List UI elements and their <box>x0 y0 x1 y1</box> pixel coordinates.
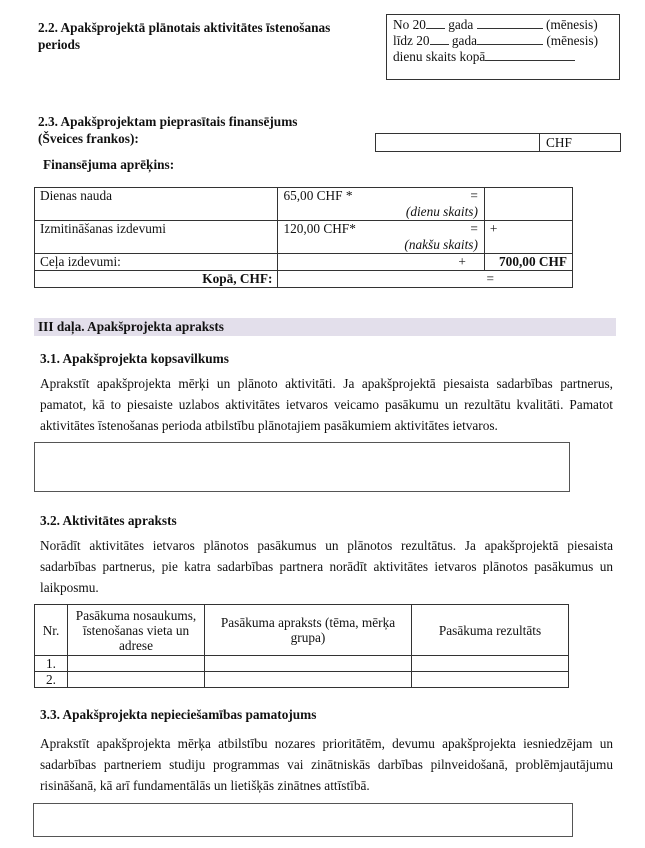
section-2-3-heading-line1: 2.3. Apakšprojektam pieprasītais finansējums <box>38 114 298 129</box>
equals-sign: = <box>470 188 478 203</box>
section-2-3-heading <box>38 113 368 147</box>
to-year-suffix: gada <box>451 33 477 48</box>
requested-amount-input[interactable] <box>376 134 540 151</box>
section-3-1-text: Aprakstīt apakšprojekta mērķi un plānoto aktivitāti. Ja apakšprojektā piesaista sadarbības partnerus, pamatot, kā to piesaiste uzlabos aktivitātes ietvaros veicamo pasākumu un rezultātu kvalitāti. Pamatot aktivitātes īstenošanas perioda atbilstību plānotajiem pasākumiem aktivitātes ietvaros. <box>40 376 613 433</box>
to-month-label: (mēnesis) <box>546 33 599 48</box>
table-row <box>35 672 569 688</box>
section-2-2-heading-line2: periods <box>38 37 81 52</box>
table-row <box>35 188 573 221</box>
col-header-nr: Nr. <box>35 605 68 656</box>
section-3-2-text: Norādīt aktivitātes ietvaros plānotos pasākumus un plānotos rezultātus. Ja apakšprojektā piesaista sadarbības partnerus, pie katra sadarbības partnera norādīt aktivitātes ietvaros plānotos pasākumus un laikposmu. <box>40 538 613 595</box>
to-month-field[interactable] <box>477 33 543 45</box>
row-number: 1. <box>35 656 68 672</box>
section-3-3-text: Aprakstīt apakšprojekta mērķa atbilstību nozares prioritātēm, devumu apakšprojekta iesniedzējam un sadarbības partneriem studiju programmas vai zinātniskās darbības pilnveidošanā, problēmjautājumu risināšanā, kā arī fundamentālās un lietišķās zinātnes attīstībā. <box>40 736 613 793</box>
requested-amount-box <box>375 133 621 152</box>
section-3-1-input[interactable] <box>34 442 570 492</box>
table-row-total <box>35 271 573 288</box>
section-3-1-heading: 3.1. Apakšprojekta kopsavilkums <box>40 351 229 366</box>
cell-result[interactable] <box>412 656 569 672</box>
nights-count-cell[interactable] <box>278 221 484 254</box>
table-header-row <box>35 605 569 656</box>
from-month-field[interactable] <box>477 17 543 29</box>
section-3-2-heading: 3.2. Aktivitātes apraksts <box>40 513 177 528</box>
period-to-row <box>393 33 619 49</box>
part-3-title: III daļa. Apakšprojekta apraksts <box>34 318 616 336</box>
row-result[interactable]: + <box>484 221 572 254</box>
rate: 120,00 CHF* <box>283 221 356 236</box>
col-header-result: Pasākuma rezultāts <box>412 605 569 656</box>
travel-cost-value: 700,00 CHF <box>484 254 572 271</box>
days-total-row <box>393 49 619 65</box>
row-result[interactable] <box>484 188 572 221</box>
days-total-label: dienu skaits kopā <box>393 49 486 64</box>
table-row <box>35 656 569 672</box>
days-total-field[interactable] <box>485 49 575 61</box>
days-count-cell[interactable] <box>278 188 484 221</box>
unit-hint: (nakšu skaits) <box>404 237 478 252</box>
activities-table <box>34 604 569 688</box>
cell-description[interactable] <box>205 672 412 688</box>
section-3-3-input[interactable] <box>33 803 573 837</box>
row-number: 2. <box>35 672 68 688</box>
period-box <box>386 14 620 80</box>
rate: 65,00 CHF * <box>283 188 353 203</box>
section-2-2-heading-line1: 2.2. Apakšprojektā plānotais aktivitātes īstenošanas <box>38 20 331 35</box>
from-prefix: No 20 <box>393 17 426 32</box>
cell-name[interactable] <box>68 656 205 672</box>
col-header-name: Pasākuma nosaukums, īstenošanas vieta un adrese <box>68 605 205 656</box>
total-label: Kopā, CHF: <box>35 271 278 288</box>
finance-calc-table <box>34 187 573 288</box>
calc-heading: Finansējuma aprēķins: <box>43 157 175 172</box>
section-3-3-heading: 3.3. Apakšprojekta nepieciešamības pamatojums <box>40 707 317 722</box>
row-label: Ceļa izdevumi: <box>35 254 278 271</box>
row-label: Dienas nauda <box>35 188 278 221</box>
equals-sign: = <box>470 221 478 236</box>
cell-name[interactable] <box>68 672 205 688</box>
col-header-description: Pasākuma apraksts (tēma, mērķa grupa) <box>205 605 412 656</box>
row-label: Izmitināšanas izdevumi <box>35 221 278 254</box>
section-2-2-heading <box>38 19 368 53</box>
total-cell[interactable]: = <box>278 271 573 288</box>
plus-sign: + <box>278 254 484 271</box>
from-month-label: (mēnesis) <box>545 17 598 32</box>
cell-result[interactable] <box>412 672 569 688</box>
period-from-row <box>393 17 619 33</box>
from-year-field[interactable] <box>426 17 445 29</box>
currency-label: CHF <box>546 135 572 150</box>
to-year-field[interactable] <box>430 33 449 45</box>
section-2-3-heading-line2: (Šveices frankos): <box>38 131 139 146</box>
cell-description[interactable] <box>205 656 412 672</box>
from-year-suffix: gada <box>448 17 474 32</box>
to-prefix: līdz 20 <box>393 33 430 48</box>
table-row <box>35 254 573 271</box>
table-row <box>35 221 573 254</box>
unit-hint: (dienu skaits) <box>405 204 478 219</box>
